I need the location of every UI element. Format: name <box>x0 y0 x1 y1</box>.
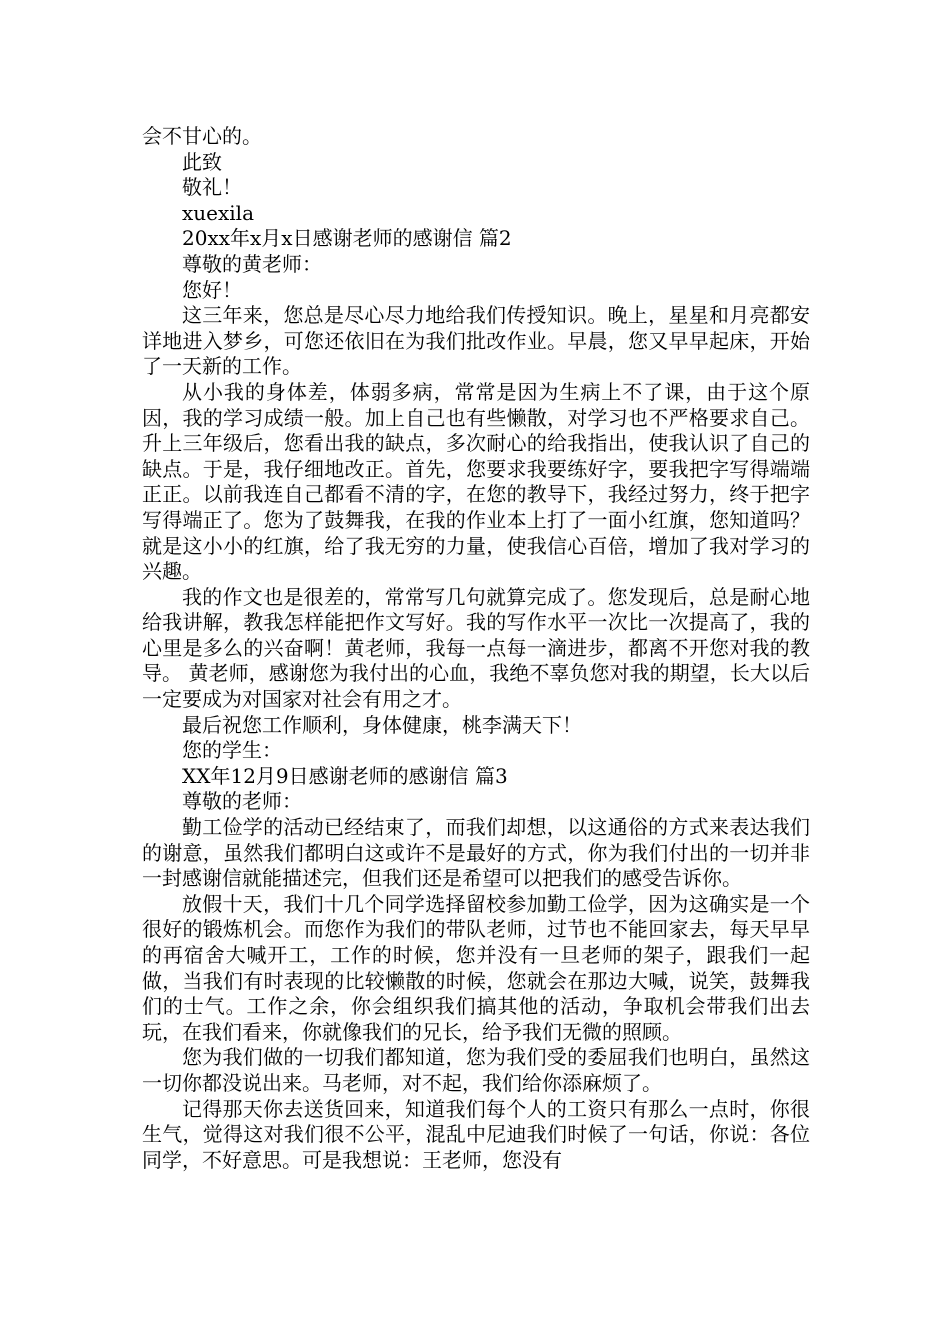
paragraph: 我的作文也是很差的，常常写几句就算完成了。您发现后，总是耐心地给我讲解，教我怎样能把作文写好。我的写作水平一次比一次提高了，我的心里是多么的兴奋啊！黄老师，我每一点每一滴进步，都离不开您对我的教导。 黄老师，感谢您为我付出的心血，我绝不辜负您对我的期望，长大以后一定要成为对国家对社会有用之才。 <box>142 584 810 712</box>
signature-student: 您的学生： <box>182 738 282 763</box>
paragraph: 记得那天你去送货回来，知道我们每个人的工资只有那么一点时，你很生气，觉得这对我们很不公平，混乱中尼迪我们时候了一句话，你说：各位同学，不好意思。可是我想说：王老师，您没有 <box>142 1096 810 1172</box>
greeting-teacher: 尊敬的老师： <box>182 789 302 814</box>
paragraph: 从小我的身体差，体弱多病，常常是因为生病上不了课，由于这个原因，我的学习成绩一般。加上自己也有些懒散，对学习也不严格要求自己。升上三年级后，您看出我的缺点，多次耐心的给我指出，使我认识了自己的缺点。于是，我仔细地改正。首先，您要求我要练好字，要我把字写得端端正正。以前我连自己都看不清的字，在您的教导下，我经过努力，终于把字写得端正了。您为了鼓舞我，在我的作业本上打了一面小红旗，您知道吗？就是这小小的红旗，给了我无穷的力量，使我信心百倍，增加了我对学习的兴趣。 <box>142 379 810 584</box>
section-heading-2: 20xx年x月x日感谢老师的感谢信 篇2 <box>182 226 512 251</box>
salutation-jingli: 敬礼！ <box>182 175 242 200</box>
greeting-hello: 您好！ <box>182 277 242 302</box>
paragraph: 放假十天，我们十几个同学选择留校参加勤工俭学，因为这确实是一个很好的锻炼机会。而您作为我们的带队老师，过节也不能回家去，每天早早的再宿舍大喊开工，工作的时候，您并没有一旦老师的架子，跟我们一起做，当我们有时表现的比较懒散的时候，您就会在那边大喊，说笑，鼓舞我们的士气。工作之余，你会组织我们搞其他的活动，争取机会带我们出去玩，在我们看来，你就像我们的兄长，给予我们无微的照顾。 <box>142 891 810 1044</box>
paragraph: 勤工俭学的活动已经结束了，而我们却想，以这通俗的方式来表达我们的谢意，虽然我们都明白这或许不是最好的方式，你为我们付出的一切并非一封感谢信就能描述完，但我们还是希望可以把我们的感受告诉你。 <box>142 815 810 891</box>
paragraph: 您为我们做的一切我们都知道，您为我们受的委屈我们也明白，虽然这一切你都没说出来。马老师，对不起，我们给你添麻烦了。 <box>142 1045 810 1095</box>
greeting-teacher-huang: 尊敬的黄老师： <box>182 251 322 276</box>
document-page <box>142 124 810 1173</box>
paragraph: 这三年来，您总是尽心尽力地给我们传授知识。晚上，星星和月亮都安详地进入梦乡，可您还依旧在为我们批改作业。早晨，您又早早起床，开始了一天新的工作。 <box>142 303 810 379</box>
closing-wish: 最后祝您工作顺利，身体健康，桃李满天下！ <box>182 712 582 737</box>
section-heading-3: XX年12月9日感谢老师的感谢信 篇3 <box>182 763 508 788</box>
signature-name: xuexila <box>182 200 254 225</box>
paragraph-closing-line: 会不甘心的。 <box>142 124 262 148</box>
salutation-cizhi: 此致 <box>182 149 222 174</box>
